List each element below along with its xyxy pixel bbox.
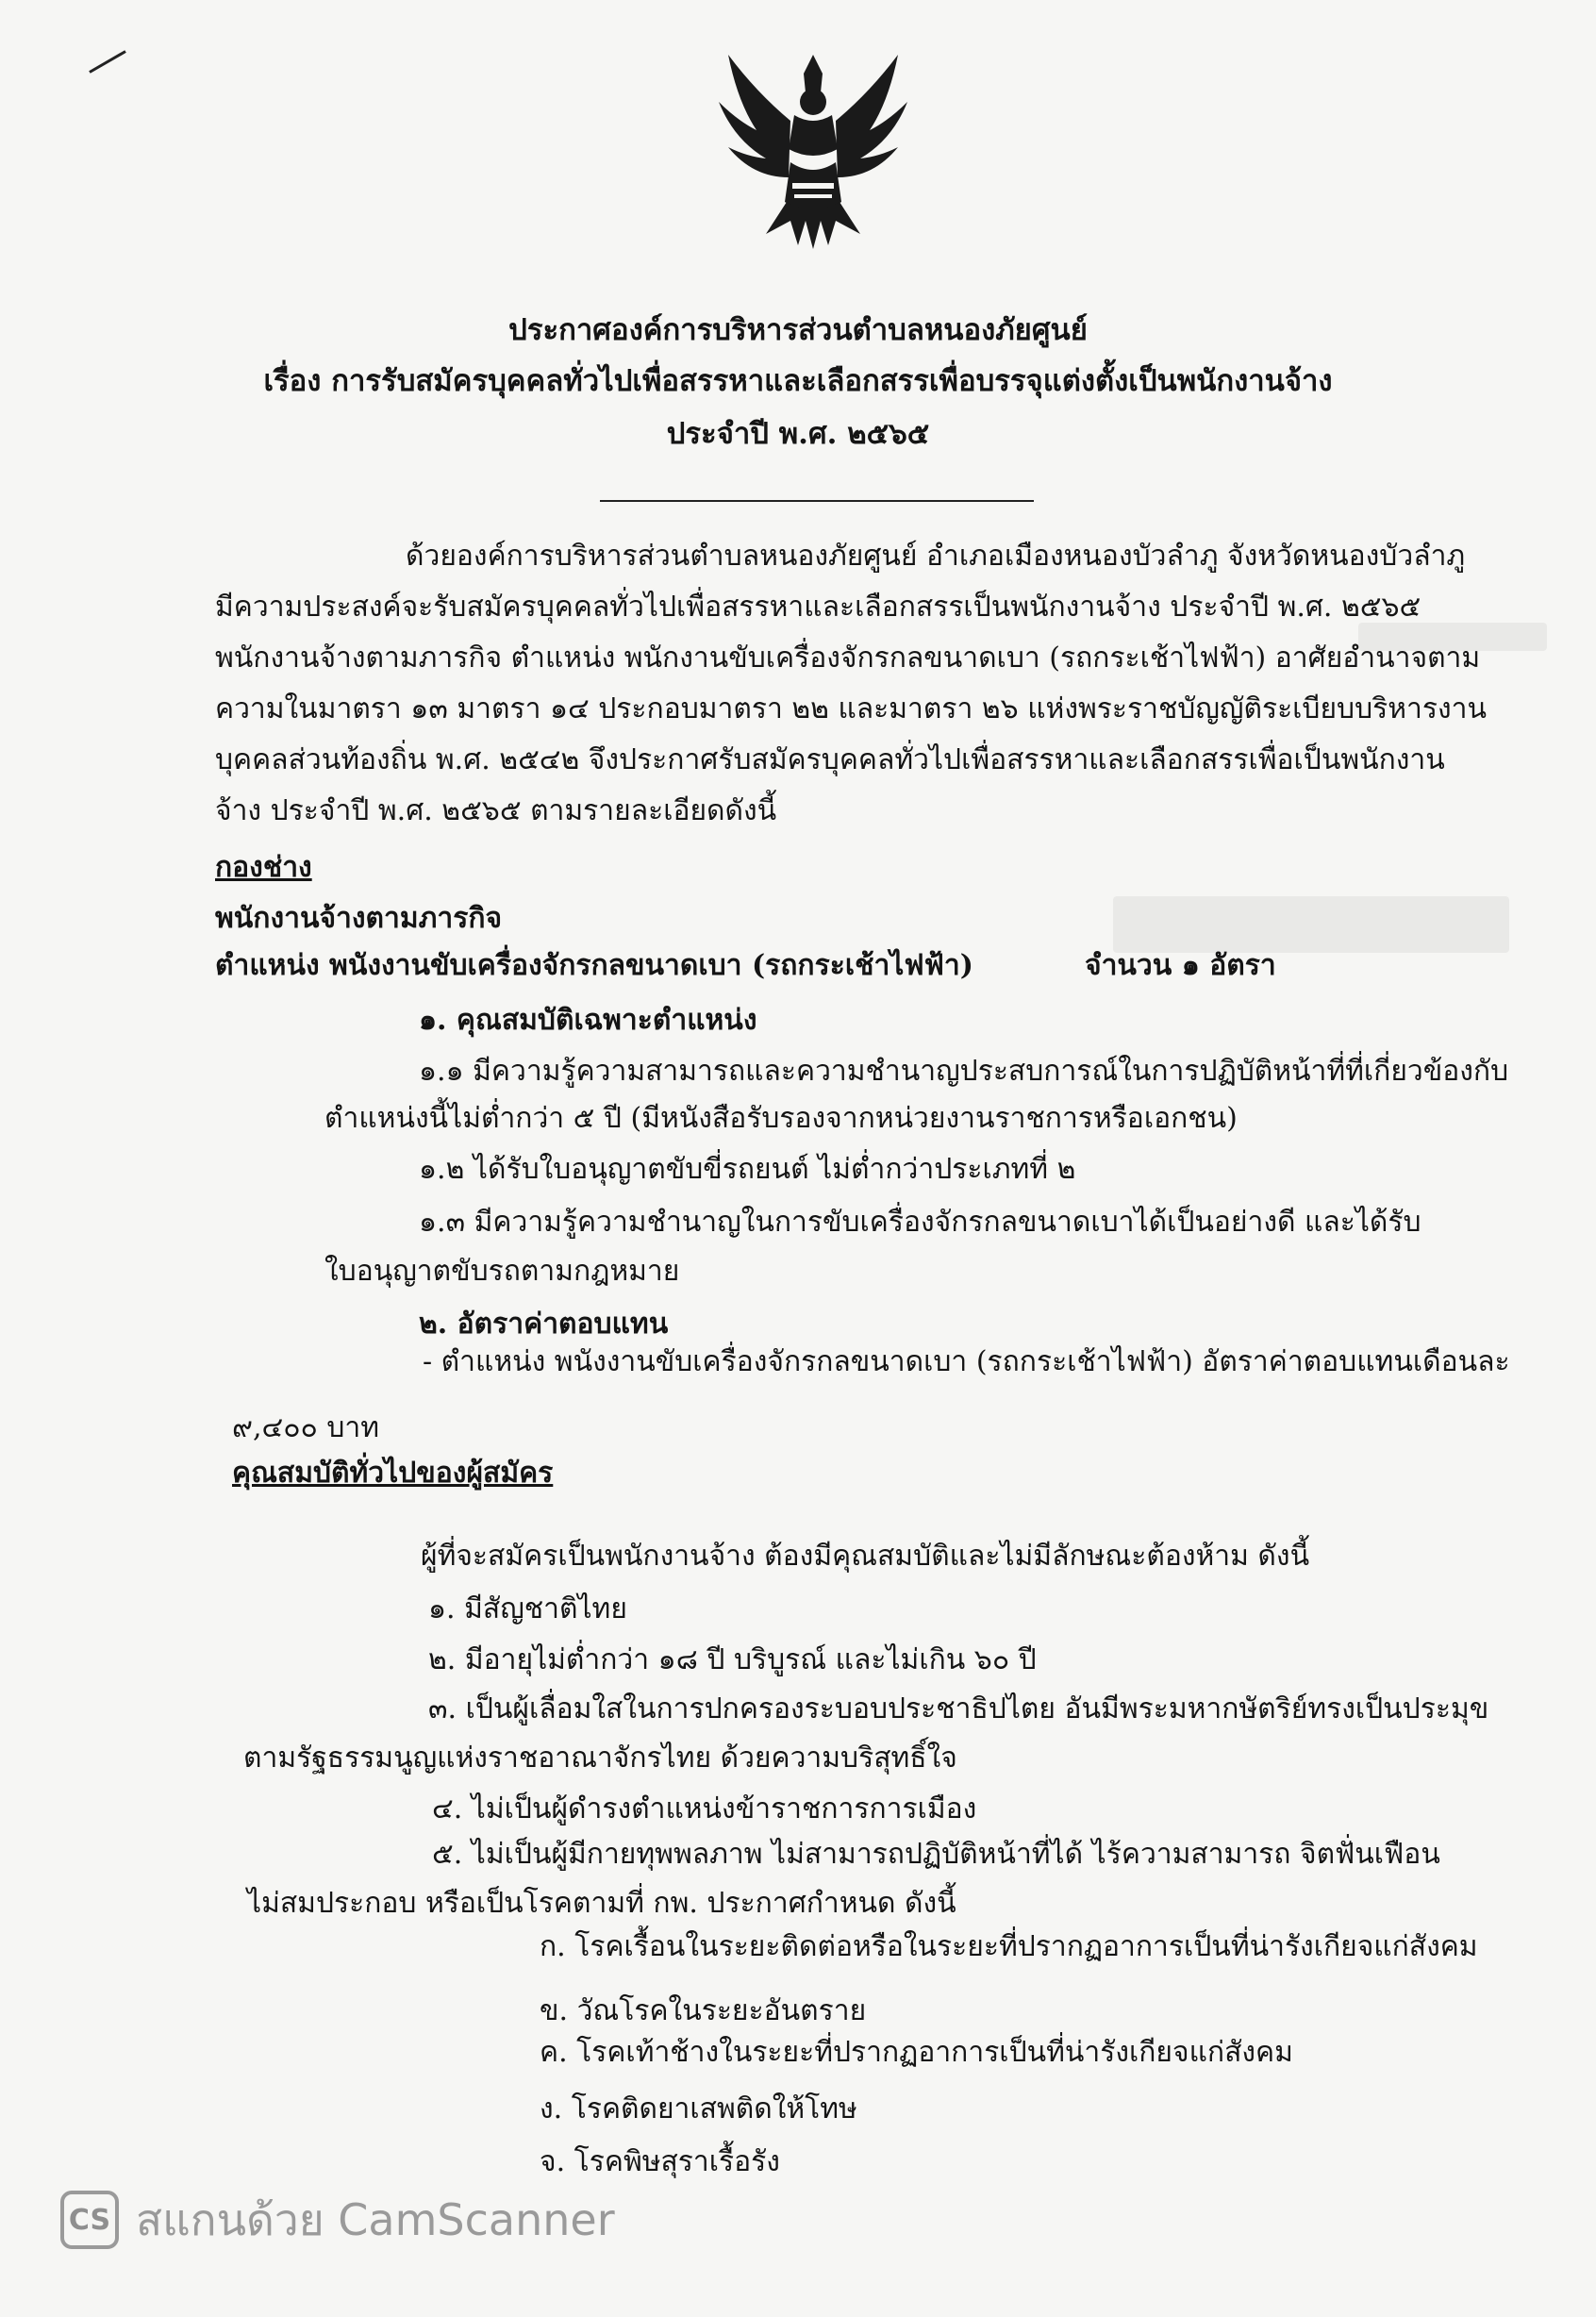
header-divider <box>600 500 1034 502</box>
intro-line: ความในมาตรา ๑๓ มาตรา ๑๔ ประกอบมาตรา ๒๒ และมาตรา ๒๖ แห่งพระราชบัญญัติระเบียบบริหารงาน <box>215 692 1487 725</box>
disease-item: ค. โรคเท้าช้างในระยะที่ปรากฏอาการเป็นที่น่ารังเกียจแก่สังคม <box>540 2036 1293 2069</box>
general-item: ๑. มีสัญชาติไทย <box>428 1592 627 1625</box>
general-item: ๒. มีอายุไม่ต่ำกว่า ๑๘ ปี บริบูรณ์ และไม่เกิน ๖๐ ปี <box>428 1643 1037 1676</box>
section2-heading: ๒. อัตราค่าตอบแทน <box>419 1308 669 1341</box>
position-count: จำนวน ๑ อัตรา <box>1085 949 1276 982</box>
intro-line: บุคคลส่วนท้องถิ่น พ.ศ. ๒๕๔๒ จึงประกาศรับสมัครบุคคลทั่วไปเพื่อสรรหาและเลือกสรรเพื่อเป็นพนักงาน <box>215 743 1445 776</box>
compensation-amount: ๙,๔๐๐ บาท <box>232 1411 380 1444</box>
doc-title-line1: ประกาศองค์การบริหารส่วนตำบลหนองภัยศูนย์ <box>508 313 1088 347</box>
doc-title-line3: ประจำปี พ.ศ. ๒๕๖๕ <box>666 417 930 451</box>
qualification-item: ๑.๑ มีความรู้ความสามารถและความชำนาญประสบการณ์ในการปฏิบัติหน้าที่ที่เกี่ยวข้องกับ <box>419 1055 1509 1088</box>
disease-item: ข. วัณโรคในระยะอันตราย <box>540 1994 867 2027</box>
division-heading: กองช่าง <box>215 851 312 884</box>
position-title: ตำแหน่ง พนังงานขับเครื่องจักรกลขนาดเบา (รถกระเช้าไฟฟ้า) <box>215 949 973 982</box>
general-item: ๔. ไม่เป็นผู้ดำรงตำแหน่งข้าราชการการเมือง <box>432 1792 977 1825</box>
qualification-item: ๑.๒ ได้รับใบอนุญาตขับขี่รถยนต์ ไม่ต่ำกว่าประเภทที่ ๒ <box>419 1153 1076 1186</box>
doc-title-line2: เรื่อง การรับสมัครบุคคลทั่วไปเพื่อสรรหาและเลือกสรรเพื่อบรรจุแต่งตั้งเป็นพนักงานจ้าง <box>263 364 1333 398</box>
general-item: ๓. เป็นผู้เลื่อมใสในการปกครองระบอบประชาธิปไตย อันมีพระมหากษัตริย์ทรงเป็นประมุข <box>428 1692 1489 1725</box>
camscanner-text: สแกนด้วย CamScanner <box>136 2193 615 2245</box>
qualification-item: ๑.๓ มีความรู้ความชำนาญในการขับเครื่องจักรกลขนาดเบาได้เป็นอย่างดี และได้รับ <box>419 1206 1421 1239</box>
pen-mark <box>89 50 126 74</box>
general-item: ๕. ไม่เป็นผู้มีกายทุพพลภาพ ไม่สามารถปฏิบัติหน้าที่ได้ ไร้ความสามารถ จิตฟั่นเฟือน <box>432 1838 1440 1871</box>
disease-item: ง. โรคติดยาเสพติดให้โทษ <box>540 2092 857 2125</box>
camscanner-watermark <box>60 2187 615 2253</box>
scan-smudge <box>1113 896 1509 953</box>
compensation-line: - ตำแหน่ง พนังงานขับเครื่องจักรกลขนาดเบา (รถกระเช้าไฟฟ้า) อัตราค่าตอบแทนเดือนละ <box>423 1345 1510 1378</box>
intro-line: มีความประสงค์จะรับสมัครบุคคลทั่วไปเพื่อสรรหาและเลือกสรรเป็นพนักงานจ้าง ประจำปี พ.ศ. ๒๕๖๕ <box>215 591 1421 624</box>
intro-line: ด้วยองค์การบริหารส่วนตำบลหนองภัยศูนย์ อำเภอเมืองหนองบัวลำภู จังหวัดหนองบัวลำภู <box>406 540 1466 573</box>
garuda-emblem-icon <box>700 36 926 262</box>
intro-line: จ้าง ประจำปี พ.ศ. ๒๕๖๕ ตามรายละเอียดดังนี้ <box>215 794 777 827</box>
qualification-item-cont: ตำแหน่งนี้ไม่ต่ำกว่า ๕ ปี (มีหนังสือรับรองจากหน่วยงานราชการหรือเอกชน) <box>324 1102 1238 1135</box>
general-intro: ผู้ที่จะสมัครเป็นพนักงานจ้าง ต้องมีคุณสมบัติและไม่มีลักษณะต้องห้าม ดังนี้ <box>421 1540 1310 1573</box>
disease-item: ก. โรคเรื้อนในระยะติดต่อหรือในระยะที่ปรากฏอาการเป็นที่น่ารังเกียจแก่สังคม <box>540 1930 1478 1963</box>
general-item-cont: ไม่สมประกอบ หรือเป็นโรคตามที่ กพ. ประกาศกำหนด ดังนี้ <box>247 1887 956 1920</box>
section1-heading: ๑. คุณสมบัติเฉพาะตำแหน่ง <box>419 1004 757 1037</box>
intro-line: พนักงานจ้างตามภารกิจ ตำแหน่ง พนักงานขับเครื่องจักรกลขนาดเบา (รถกระเช้าไฟฟ้า) อาศัยอำนาจตาม <box>215 642 1481 675</box>
job-type: พนักงานจ้างตามภารกิจ <box>215 902 503 935</box>
camscanner-logo-icon: CS <box>60 2191 119 2249</box>
disease-item: จ. โรคพิษสุราเรื้อรัง <box>540 2145 780 2178</box>
general-item-cont: ตามรัฐธรรมนูญแห่งราชอาณาจักรไทย ด้วยความบริสุทธิ์ใจ <box>243 1742 957 1775</box>
qualification-item-cont: ใบอนุญาตขับรถตามกฎหมาย <box>324 1255 680 1288</box>
general-qualifications-heading: คุณสมบัติทั่วไปของผู้สมัคร <box>232 1457 554 1490</box>
